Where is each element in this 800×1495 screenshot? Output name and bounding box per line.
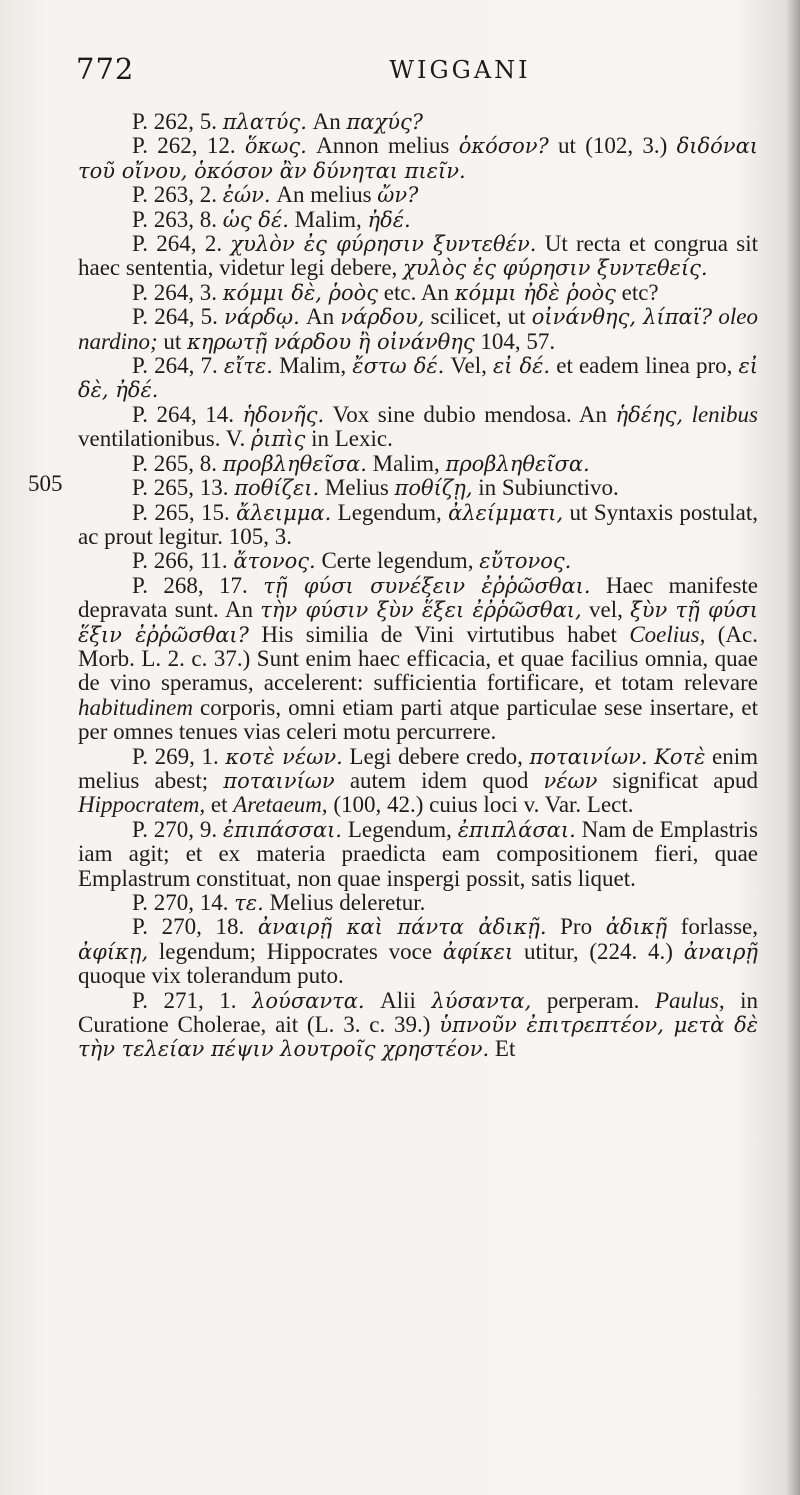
greek-lemma: ἠδέ.: [367, 207, 411, 232]
latin-text: P. 265, 15.: [132, 499, 237, 525]
greek-lemma: παχύς?: [346, 110, 423, 134]
latin-text: An: [299, 304, 341, 330]
latin-text: Alii: [364, 987, 432, 1013]
greek-lemma: νάρδῳ.: [224, 305, 300, 330]
greek-lemma: οἰνάνθης, λίπαϊ?: [531, 305, 713, 330]
greek-lemma: ῥιπὶς: [250, 427, 306, 452]
latin-text: in Curatione Cholerae, ait (L. 3. c. 39.): [78, 987, 759, 1038]
latin-text: P. 271, 1.: [132, 987, 253, 1013]
latin-text: P. 270, 14.: [132, 890, 235, 915]
latin-text: Melius: [319, 475, 395, 501]
page-spine-shadow: [786, 0, 800, 1495]
latin-text: 104, 57.: [474, 328, 556, 354]
latin-text: enim melius abest;: [78, 743, 759, 793]
greek-lemma: κόμμι ἠδὲ ῥοὸς: [454, 280, 616, 305]
greek-lemma: ἀφίκῃ,: [78, 939, 149, 964]
latin-text: Legi debere credo,: [342, 743, 530, 769]
commentary-entry: [78, 549, 758, 573]
latin-text: et: [205, 792, 234, 818]
greek-lemma: λούσαντα.: [252, 988, 365, 1013]
greek-lemma: τε.: [234, 891, 264, 915]
latin-text: etc. An: [378, 279, 455, 305]
latin-text: Haec manifeste depravata sunt. An: [78, 572, 758, 623]
greek-lemma: ἀφίκει: [442, 939, 514, 964]
latin-text: P. 270, 9.: [132, 816, 223, 842]
greek-lemma: ὅκως.: [244, 134, 307, 159]
greek-lemma: λύσαντα,: [431, 988, 532, 1013]
latin-text: Legendum,: [331, 499, 449, 525]
latin-text: Pro: [546, 914, 606, 940]
greek-lemma: ἐπιπάσσαι.: [222, 817, 342, 842]
greek-lemma: ποθίζῃ,: [394, 476, 473, 501]
latin-text: P. 262, 12.: [132, 133, 245, 159]
latin-text: An: [306, 109, 347, 134]
greek-lemma: νάρδου,: [340, 305, 425, 330]
commentary-entry: [78, 818, 758, 891]
greek-lemma: χυλὸν ἐς φύρησιν ξυντεθέν.: [230, 232, 537, 257]
commentary-entry: [78, 110, 758, 134]
latin-text: ventilationibus. V.: [78, 426, 251, 452]
running-head: WIGGANI: [389, 56, 531, 84]
latin-text: Vox sine dubio mendosa. An: [324, 401, 616, 427]
greek-lemma: ὡς δέ.: [222, 207, 289, 232]
greek-lemma: ἀδικῇ: [605, 915, 668, 940]
latin-text: P. 269, 1.: [132, 743, 226, 769]
latin-text: Malim,: [366, 450, 446, 476]
latin-text: P. 265, 13.: [132, 475, 235, 501]
greek-lemma: ὑπνοῦν ἐπιτρεπτέον, μετὰ δὲ τὴν τελείαν πέψιν λουτροῖς χρηστέον.: [78, 1013, 758, 1062]
latin-text: autem idem quod: [334, 767, 544, 793]
commentary-entry: [78, 134, 758, 183]
latin-text: ut: [157, 328, 188, 354]
italic-text: oleo nardino;: [78, 304, 758, 354]
greek-lemma: ξὺν τῇ φύσι ἕξιν ἐῤῥῶσθαι?: [78, 598, 758, 647]
latin-text: P. 264, 7.: [132, 353, 224, 379]
latin-text: etc?: [615, 279, 659, 305]
greek-lemma: χυλὸς ἐς φύρησιν ξυντεθείς.: [403, 256, 708, 281]
greek-lemma: νέων: [543, 768, 598, 793]
commentary-entry: [78, 501, 758, 550]
greek-lemma: ἐπιπλάσαι.: [457, 817, 576, 842]
greek-lemma: προβληθεῖσα.: [445, 451, 590, 476]
greek-lemma: εἴτε.: [223, 354, 273, 379]
greek-lemma: τὴν φύσιν ξὺν ἕξει ἐῤῥῶσθαι,: [260, 598, 582, 623]
greek-lemma: ἀλείμματι,: [448, 500, 564, 525]
latin-text: P. 270, 18.: [132, 914, 258, 940]
latin-text: P. 263, 8.: [132, 206, 223, 232]
italic-text: lenibus: [691, 401, 759, 427]
latin-text: P. 264, 14.: [132, 401, 243, 427]
greek-lemma: διδόναι τοῦ οἴνου, ὁκόσον ἂν δύνηται πιεῖν.: [78, 134, 758, 183]
greek-lemma: ἀναιρῇ καὶ πάντα ἀδικῇ.: [257, 915, 547, 940]
commentary-entry: [78, 305, 758, 354]
latin-text: (100, 42.) cuius loci v. Var. Lect.: [327, 792, 634, 818]
greek-lemma: ἡδέης,: [615, 402, 684, 427]
italic-text: Aretaeum,: [233, 792, 328, 818]
latin-text: perperam.: [531, 987, 655, 1013]
latin-text: ut Syntaxis postulat, ac prout legitur. 105, 3.: [78, 499, 759, 549]
italic-text: Coelius,: [629, 621, 706, 647]
commentary-entry: [78, 476, 758, 500]
latin-text: P. 265, 8.: [132, 450, 223, 476]
greek-lemma: κοτὲ νέων.: [225, 744, 343, 769]
latin-text: (Ac. Morb. L. 2. c. 37.) Sunt enim haec efficacia, et quae facilius omnia, quae de vino speramus, accelerent: sufficientia fortificare, et totam relevare: [78, 621, 759, 696]
latin-text: scilicet, ut: [424, 304, 532, 330]
greek-lemma: ποταινίων: [223, 768, 335, 793]
greek-lemma: πλατύς.: [222, 110, 307, 134]
greek-lemma: ποθίζει.: [234, 476, 320, 501]
greek-lemma: προβληθεῖσα.: [222, 451, 367, 476]
commentary-entry: [78, 989, 758, 1062]
latin-text: in Subiunctivo.: [472, 475, 619, 501]
latin-text: Certe legendum,: [315, 548, 480, 574]
latin-text: utitur, (224. 4.): [513, 938, 684, 964]
greek-lemma: ὁκόσον?: [458, 134, 549, 159]
commentary-entry: [78, 891, 758, 915]
greek-lemma: ἐών.: [222, 183, 271, 208]
latin-text: Malim,: [288, 206, 368, 232]
latin-text: Malim,: [272, 353, 353, 379]
greek-lemma: ἡδονῆς.: [242, 402, 325, 427]
commentary-entry: [78, 232, 758, 281]
commentary-entry: [78, 281, 758, 305]
commentary-entry: [78, 403, 758, 452]
commentary-entry: [78, 354, 758, 403]
latin-text: His similia de Vini virtutibus habet: [248, 621, 630, 647]
latin-text: P. 262, 5.: [132, 109, 223, 134]
greek-lemma: τῇ φύσι συνέξειν ἐῤῥῶσθαι.: [263, 573, 591, 598]
latin-text: [683, 402, 692, 427]
greek-lemma: εἰ δὲ, ἠδέ.: [78, 354, 758, 403]
latin-text: P. 264, 2.: [132, 231, 231, 257]
italic-text: habitudinem: [78, 694, 193, 720]
greek-lemma: Κοτὲ: [654, 744, 706, 769]
page-header: [60, 52, 760, 96]
latin-text: significat apud: [597, 767, 759, 793]
latin-text: ut (102, 3.): [548, 133, 677, 159]
commentary-entry: [78, 745, 758, 818]
latin-text: vel,: [581, 597, 631, 623]
greek-lemma: κηρωτῇ νάρδου ἢ οἰνάνθης: [187, 329, 475, 354]
commentary-entry: [78, 452, 758, 476]
margin-reference-number: 505: [28, 471, 63, 496]
greek-lemma: ἄτονος.: [233, 549, 316, 574]
greek-lemma: ὤν?: [377, 183, 419, 208]
commentary-entry: [78, 208, 758, 232]
latin-text: in Lexic.: [305, 426, 393, 452]
latin-text: Legendum,: [342, 816, 458, 842]
latin-text: legendum; Hippocrates voce: [148, 938, 443, 964]
greek-lemma: ἄλειμμα.: [236, 500, 332, 525]
greek-lemma: ἔστω δέ.: [352, 354, 445, 379]
page-number: 772: [76, 52, 135, 86]
greek-lemma: εὔτονος.: [479, 549, 572, 574]
latin-text: quoque vix tolerandum puto.: [78, 963, 344, 989]
latin-text: Et: [489, 1036, 516, 1062]
greek-lemma: ἀναιρῇ: [683, 939, 758, 964]
italic-text: Paulus,: [654, 987, 725, 1013]
latin-text: et eadem linea pro,: [550, 353, 739, 379]
greek-lemma: εἰ δέ.: [492, 354, 551, 379]
latin-text: P. 264, 3.: [132, 279, 223, 305]
latin-text: An melius: [270, 182, 378, 208]
commentary-entry: [78, 183, 758, 207]
latin-text: Vel,: [444, 353, 493, 379]
latin-text: forlasse,: [667, 914, 758, 940]
latin-text: Ut recta et congrua sit haec sententia, videtur legi debere,: [78, 231, 758, 281]
commentary-entry: [78, 574, 758, 745]
latin-text: Melius deleretur.: [263, 890, 426, 915]
latin-text: P. 268, 17.: [132, 572, 264, 598]
latin-text: P. 266, 11.: [132, 548, 234, 574]
latin-text: Annon melius: [306, 133, 459, 159]
latin-text: P. 263, 2.: [132, 182, 223, 208]
latin-text: P. 264, 5.: [132, 304, 225, 330]
commentary-entry: [78, 915, 758, 988]
commentary-text: [78, 110, 758, 1062]
latin-text: Nam de Emplastris iam agit; et ex materia praedicta eam compositionem fieri, quae Emplastrum constituat, non quae inspergi possit, satis liquet.: [78, 816, 758, 891]
greek-lemma: κόμμι δὲ, ῥοὸς: [222, 280, 379, 305]
greek-lemma: ποταινίων.: [529, 744, 648, 769]
latin-text: corporis, omni etiam parti atque particulae sese insertare, et per omnes tenues vias celeri motu percurrere.: [78, 694, 758, 745]
italic-text: Hippocratem,: [78, 792, 206, 818]
